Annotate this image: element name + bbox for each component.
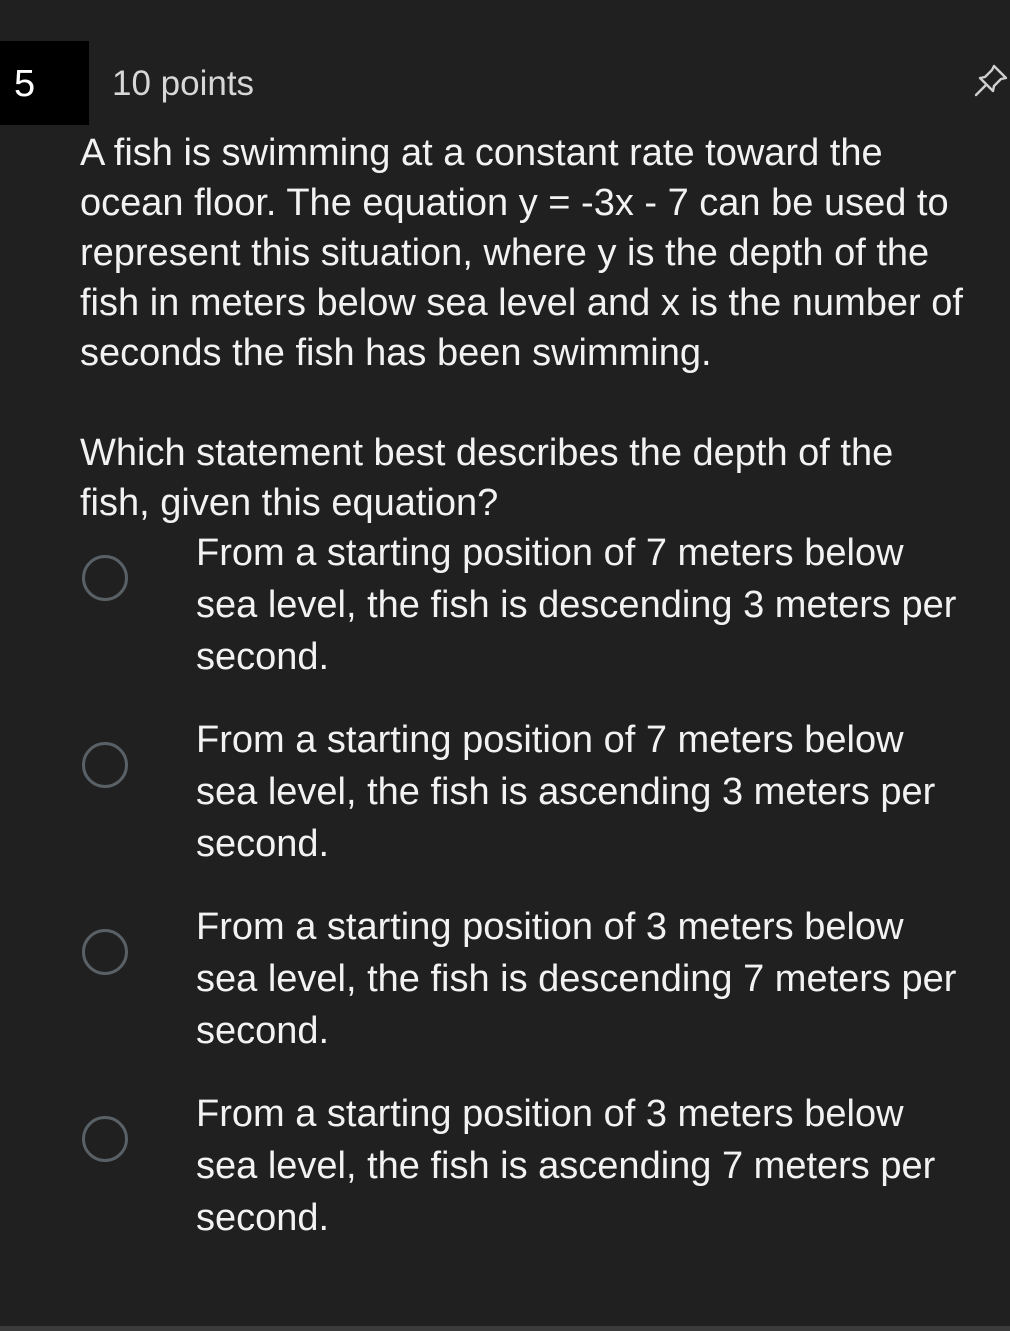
prompt-line: ocean floor. The equation y = -3x - 7 can be used to: [80, 182, 949, 224]
answer-choice-2[interactable]: [80, 719, 1010, 900]
choice-line: second.: [196, 1010, 330, 1052]
question-points: 10 points: [112, 64, 255, 103]
choice-line: second.: [196, 1197, 330, 1239]
choice-line: sea level, the fish is descending 7 meters per: [196, 958, 957, 1000]
radio-button[interactable]: [82, 1116, 128, 1162]
choice-line: From a starting position of 7 meters below: [196, 532, 904, 574]
choice-label: [196, 901, 1010, 1057]
choice-label: [196, 714, 1010, 870]
stem-line: Which statement best describes the depth of the: [80, 432, 894, 474]
answer-choice-4[interactable]: [80, 1093, 1010, 1274]
pin-icon[interactable]: [972, 56, 1010, 102]
bottom-divider: [0, 1326, 1010, 1331]
choice-label: [196, 527, 1010, 683]
choice-line: sea level, the fish is ascending 3 meters per: [196, 771, 936, 813]
prompt-line: fish in meters below sea level and x is the number of: [80, 282, 963, 324]
choice-line: sea level, the fish is ascending 7 meters per: [196, 1145, 936, 1187]
radio-button[interactable]: [82, 929, 128, 975]
prompt-line: A fish is swimming at a constant rate toward the: [80, 132, 883, 174]
radio-button[interactable]: [82, 555, 128, 601]
answer-choice-1[interactable]: [80, 532, 1010, 713]
stem-line: fish, given this equation?: [80, 482, 499, 524]
choice-line: second.: [196, 636, 330, 678]
prompt-line: represent this situation, where y is the depth of the: [80, 232, 930, 274]
choice-line: second.: [196, 823, 330, 865]
choice-line: From a starting position of 3 meters below: [196, 906, 904, 948]
choice-line: From a starting position of 3 meters below: [196, 1093, 904, 1135]
question-number: 5: [14, 63, 36, 105]
choice-label: [196, 1088, 1010, 1244]
question-stem: [80, 428, 1000, 528]
choice-line: sea level, the fish is descending 3 meters per: [196, 584, 957, 626]
choice-line: From a starting position of 7 meters below: [196, 719, 904, 761]
prompt-line: seconds the fish has been swimming.: [80, 332, 712, 374]
radio-button[interactable]: [82, 742, 128, 788]
question-prompt: [80, 128, 1010, 378]
answer-choice-3[interactable]: [80, 906, 1010, 1087]
